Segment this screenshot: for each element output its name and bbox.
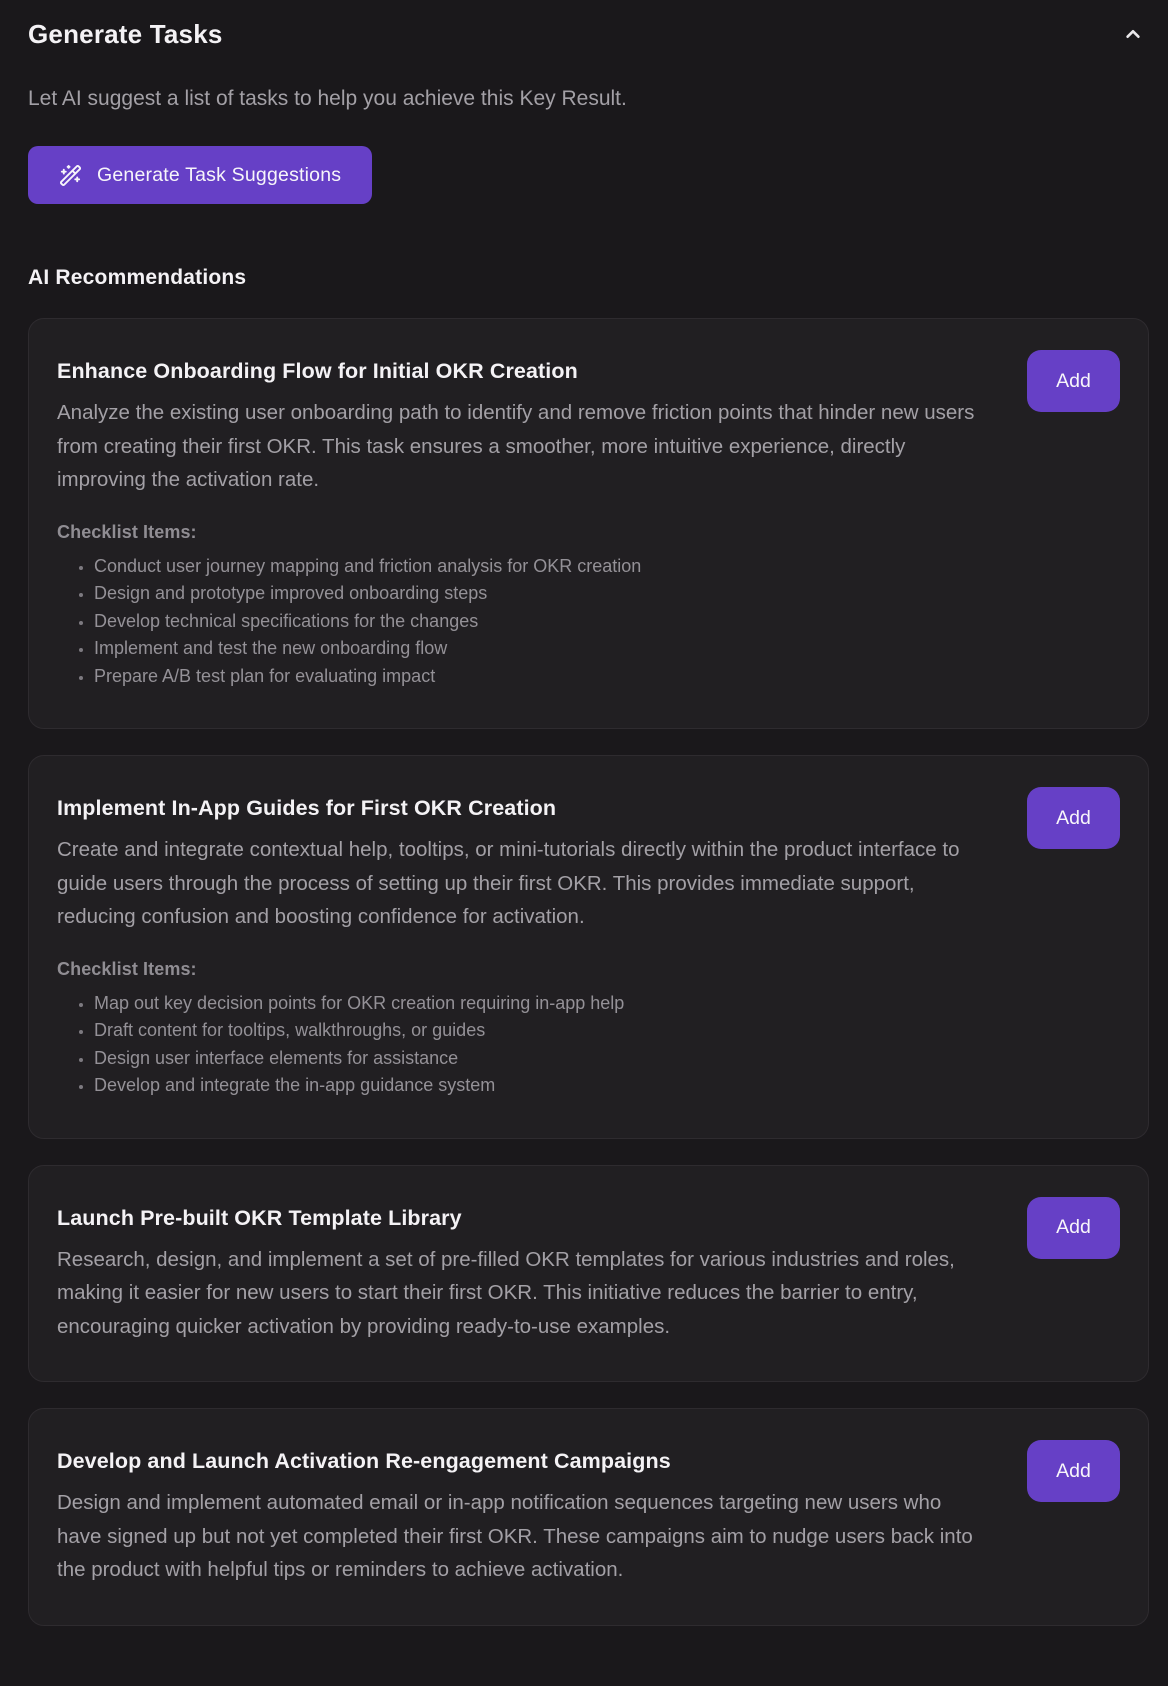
checklist-item: • Design user interface elements for assistance xyxy=(94,1045,987,1073)
recommendation-card xyxy=(28,1165,1149,1383)
panel-subtitle: Let AI suggest a list of tasks to help you achieve this Key Result. xyxy=(28,87,627,110)
recommendation-title: Enhance Onboarding Flow for Initial OKR Creation xyxy=(57,359,578,383)
recommendation-title: Develop and Launch Activation Re-engagement Campaigns xyxy=(57,1449,671,1473)
checklist-item: • Conduct user journey mapping and friction analysis for OKR creation xyxy=(94,553,987,581)
add-button[interactable]: Add xyxy=(1027,350,1120,412)
add-button[interactable]: Add xyxy=(1027,787,1120,849)
recommendation-description: Analyze the existing user onboarding path to identify and remove friction points that hinder new users from creating their first OKR. This task ensures a smoother, more intuitive experience, directly improving the activation rate. xyxy=(57,401,975,491)
recommendation-card xyxy=(28,318,1149,729)
recommendation-title: Implement In-App Guides for First OKR Creation xyxy=(57,796,557,820)
generate-task-suggestions-button[interactable] xyxy=(28,146,372,204)
chevron-up-icon xyxy=(1120,21,1146,47)
ai-recommendations-heading: AI Recommendations xyxy=(28,266,247,289)
collapse-button[interactable] xyxy=(1117,18,1149,50)
checklist-item: • Implement and test the new onboarding flow xyxy=(94,635,987,663)
recommendation-description: Design and implement automated email or in-app notification sequences targeting new users who have signed up but not yet completed their first OKR. These campaigns aim to nudge users back into the product with helpful tips or reminders to achieve activation. xyxy=(57,1491,973,1581)
recommendation-list xyxy=(28,318,1149,1626)
checklist xyxy=(57,553,987,691)
recommendation-card xyxy=(28,755,1149,1139)
checklist-section xyxy=(57,522,987,691)
checklist-item: • Develop and integrate the in-app guidance system xyxy=(94,1072,987,1100)
add-button[interactable]: Add xyxy=(1027,1440,1120,1502)
recommendation-title: Launch Pre-built OKR Template Library xyxy=(57,1205,462,1230)
panel-header xyxy=(28,18,1149,50)
checklist-item: • Map out key decision points for OKR creation requiring in-app help xyxy=(94,990,987,1018)
checklist-item: • Prepare A/B test plan for evaluating impact xyxy=(94,663,987,691)
panel-title: Generate Tasks xyxy=(28,18,223,49)
recommendation-card xyxy=(28,1408,1149,1626)
recommendation-description: Create and integrate contextual help, tooltips, or mini-tutorials directly within the product interface to guide users through the process of setting up their first OKR. This provides immediate support, reducing confusion and boosting confidence for activation. xyxy=(57,838,960,928)
checklist-item: • Develop technical specifications for the changes xyxy=(94,608,987,636)
checklist-item: • Design and prototype improved onboarding steps xyxy=(94,580,987,608)
generate-button-label: Generate Task Suggestions xyxy=(97,163,342,186)
recommendation-description: Research, design, and implement a set of pre-filled OKR templates for various industries and roles, making it easier for new users to start their first OKR. This initiative reduces the barrier to entry, encouraging quicker activation by providing ready-to-use examples. xyxy=(57,1247,955,1338)
checklist-section xyxy=(57,959,987,1100)
checklist-heading: Checklist Items: xyxy=(57,958,197,979)
add-button[interactable]: Add xyxy=(1027,1197,1120,1259)
checklist-heading: Checklist Items: xyxy=(57,521,197,542)
checklist-item: • Draft content for tooltips, walkthroughs, or guides xyxy=(94,1017,987,1045)
wand-sparkles-icon xyxy=(59,164,82,187)
checklist xyxy=(57,990,987,1100)
